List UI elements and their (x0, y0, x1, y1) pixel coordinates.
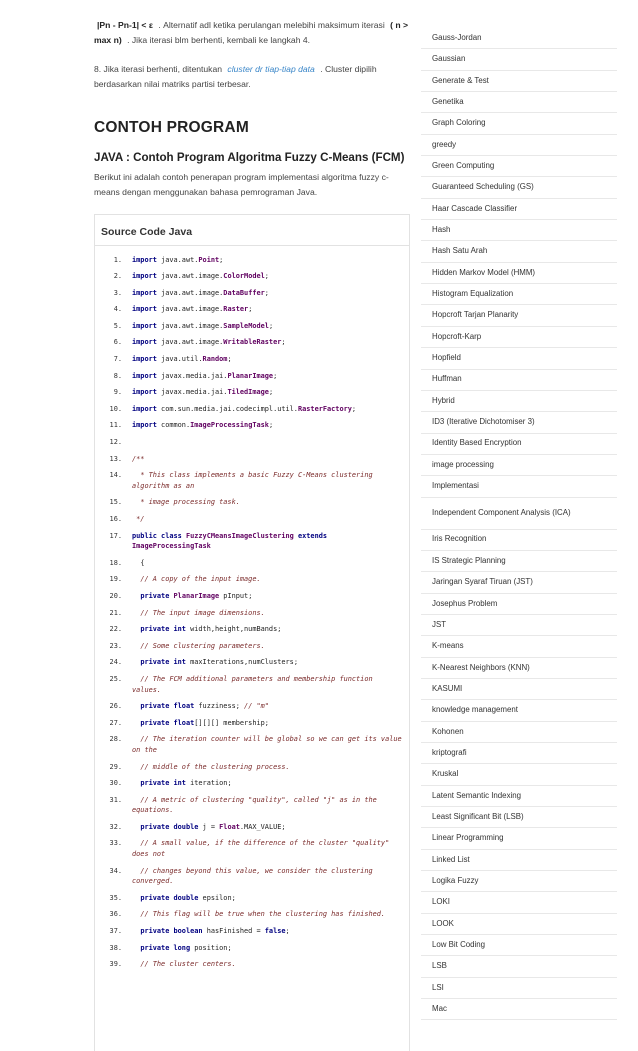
line-number: 29. (109, 762, 122, 771)
code-text: private int width,height,numBands; (140, 625, 282, 634)
paragraph-text: . Alternatif adl ketika perulangan melebihi maksimum iterasi (158, 20, 385, 30)
code-comment: // A small value, if the difference of the cluster "quality" does not (132, 839, 394, 859)
sidebar-category-link[interactable] (421, 498, 617, 530)
line-number: 34. (109, 866, 122, 875)
code-text: import java.awt.image.Raster; (132, 305, 253, 314)
code-comment: // This flag will be true when the clustering has finished. (140, 910, 386, 919)
sidebar-category-label: image processing (432, 459, 494, 469)
code-keyword: import (132, 355, 157, 364)
code-text (122, 454, 402, 465)
code-line (95, 571, 409, 588)
sidebar-category-link[interactable] (421, 348, 617, 369)
sidebar-category-link[interactable] (421, 49, 617, 70)
code-text: import common.ImageProcessingTask; (132, 421, 274, 430)
sidebar-category-label: Kruskal (432, 769, 459, 779)
code-line (95, 555, 409, 572)
sidebar-category-label: Identity Based Encryption (432, 438, 522, 448)
line-number: 7. (113, 355, 122, 364)
code-line (95, 467, 409, 494)
code-comment: // The input image dimensions. (140, 608, 265, 617)
sidebar-category-link[interactable] (421, 978, 617, 999)
code-text (122, 470, 402, 491)
code-text: import java.awt.image.SampleModel; (132, 321, 274, 330)
sidebar-category-label: Hopcroft-Karp (432, 331, 482, 341)
sidebar-category-label: greedy (432, 139, 457, 149)
sidebar-category-label: Latent Semantic Indexing (432, 790, 522, 800)
code-keyword: false (264, 927, 286, 936)
sidebar-category-label: Logika Fuzzy (432, 875, 479, 885)
code-text: private int maxIterations,numClusters; (140, 658, 298, 667)
code-text (122, 674, 402, 695)
line-number: 22. (109, 625, 122, 634)
sidebar-category-link[interactable] (421, 722, 617, 743)
code-keyword: import (132, 272, 157, 281)
sidebar-category-label: Jaringan Syaraf Tiruan (JST) (432, 577, 533, 587)
code-type: Point (198, 255, 220, 264)
code-comment: // A copy of the input image. (140, 575, 261, 584)
code-text: import javax.media.jai.PlanarImage; (132, 371, 278, 380)
sidebar-category-link[interactable] (421, 220, 617, 241)
code-keyword: import (132, 288, 157, 297)
code-text (122, 608, 402, 619)
sidebar-category-label: Least Significant Bit (LSB) (432, 811, 524, 821)
sidebar-category-link[interactable] (421, 871, 617, 892)
line-number: 26. (109, 702, 122, 711)
code-keyword: import (132, 421, 157, 430)
code-comment: /** (132, 454, 145, 463)
code-comment: // The iteration counter will be global so we can get its value on the (132, 735, 406, 754)
sidebar-category-label: Hybrid (432, 395, 455, 405)
sidebar-category-link[interactable] (421, 71, 617, 92)
line-number: 1. (113, 255, 122, 264)
line-number: 4. (113, 305, 122, 314)
code-text (122, 866, 402, 887)
sidebar-category-label: kriptografi (432, 747, 467, 757)
code-line (95, 417, 409, 434)
code-line (95, 434, 409, 451)
sidebar-category-label: LSB (432, 961, 447, 971)
code-line (95, 451, 409, 468)
code-type: WritableRaster (223, 338, 282, 347)
code-keyword: private float (140, 702, 195, 711)
line-number: 15. (109, 498, 122, 507)
code-line (95, 351, 409, 368)
sidebar-category-link[interactable] (421, 327, 617, 348)
line-number: 16. (109, 515, 122, 523)
line-number: 11. (109, 421, 122, 430)
line-number: 2. (113, 272, 122, 281)
sidebar-category-list (421, 28, 617, 1020)
code-line (95, 401, 409, 418)
line-number: 30. (109, 779, 122, 788)
code-text (122, 734, 406, 755)
cluster-link[interactable]: cluster dr tiap-tiap data (227, 64, 315, 74)
sidebar-category-label: Implementasi (432, 481, 479, 491)
line-number: 25. (109, 674, 122, 683)
code-line (95, 792, 409, 819)
sidebar-category-label: Low Bit Coding (432, 940, 486, 950)
sidebar-category-link[interactable] (421, 551, 617, 572)
code-line (95, 863, 409, 890)
formula-max-iter: ( n > max n) (94, 20, 409, 45)
sidebar-category-label: LOKI (432, 897, 450, 907)
sidebar-category-label: Graph Coloring (432, 118, 486, 128)
code-line (95, 759, 409, 776)
code-line (95, 318, 409, 335)
code-keyword: private long (140, 943, 191, 952)
code-text (122, 795, 402, 816)
line-number: 23. (109, 641, 122, 650)
sidebar-category-link[interactable] (421, 92, 617, 113)
sidebar-category-link[interactable] (421, 658, 617, 679)
code-listing (95, 246, 409, 973)
code-text (122, 959, 402, 970)
code-line (95, 731, 409, 758)
line-number: 39. (109, 960, 122, 969)
code-keyword: private (140, 591, 170, 600)
code-text: private double epsilon; (140, 893, 236, 902)
code-text: private float[][][] membership; (140, 718, 269, 727)
code-type: FuzzyCMeansImageClustering (185, 531, 294, 540)
code-comment: // middle of the clustering process. (140, 762, 290, 771)
sidebar-category-link[interactable] (421, 135, 617, 156)
code-type: ImageProcessingTask (132, 542, 211, 551)
code-keyword: extends (297, 531, 328, 540)
sidebar-category-label: Iris Recognition (432, 534, 487, 544)
code-line (95, 368, 409, 385)
code-keyword: private double (140, 822, 199, 831)
sidebar-category-link[interactable] (421, 700, 617, 721)
line-number: 3. (113, 288, 122, 297)
line-number: 6. (113, 338, 122, 347)
code-line (95, 923, 409, 940)
code-line (95, 835, 409, 862)
code-line (95, 528, 409, 555)
sidebar-category-link[interactable] (421, 28, 617, 49)
code-type: PlanarImage (173, 591, 220, 600)
code-line (95, 819, 409, 836)
sidebar-category-link[interactable] (421, 156, 617, 177)
sidebar-category-label: Genetika (432, 96, 464, 106)
code-text (122, 838, 402, 859)
sidebar-category-link[interactable] (421, 476, 617, 497)
line-number: 13. (109, 454, 122, 463)
code-text: import javax.media.jai.TiledImage; (132, 388, 274, 397)
code-type: ColorModel (223, 272, 265, 281)
sidebar-category-link[interactable] (421, 828, 617, 849)
code-line (95, 940, 409, 957)
code-comment: // changes beyond this value, we consider the clustering converged. (132, 866, 377, 886)
paragraph-convergence (94, 18, 410, 48)
code-line (95, 890, 409, 907)
sidebar-category-link[interactable] (421, 530, 617, 551)
sidebar-category-label: Generate & Test (432, 75, 489, 85)
sidebar-category-label: KASUMI (432, 683, 463, 693)
code-type: Float (219, 822, 240, 831)
code-text: import java.util.Random; (132, 355, 232, 364)
code-type: ImageProcessingTask (190, 421, 269, 430)
code-line (95, 268, 409, 285)
sidebar-category-link[interactable] (421, 999, 617, 1020)
section-subheading: JAVA : Contoh Program Algoritma Fuzzy C-Means (FCM) (94, 151, 405, 164)
sidebar-category-link[interactable] (421, 434, 617, 455)
code-line (95, 671, 409, 698)
line-number: 37. (109, 927, 122, 936)
code-line (95, 906, 409, 923)
sidebar-category-link[interactable] (421, 956, 617, 977)
formula-epsilon: |Pn - Pn-1| < ε (97, 20, 153, 30)
code-type: RasterFactory (297, 404, 352, 413)
sidebar-category-label: Histogram Equalization (432, 289, 514, 299)
code-text (122, 909, 402, 920)
paragraph-step8 (94, 62, 410, 92)
line-number: 18. (109, 558, 122, 567)
sidebar-category-label: Haar Cascade Classifier (432, 203, 518, 213)
code-keyword: private double (140, 893, 199, 902)
intro-paragraph: Berikut ini adalah contoh penerapan program implementasi algoritma fuzzy c-means dengan menggunakan bahasa pemrograman Java. (94, 171, 389, 197)
code-line (95, 715, 409, 732)
line-number: 20. (109, 591, 122, 600)
code-keyword: private boolean (140, 927, 203, 936)
code-keyword: import (132, 338, 157, 347)
code-text (122, 574, 402, 585)
line-number: 36. (109, 910, 122, 919)
sidebar-category-link[interactable] (421, 850, 617, 871)
code-type: Random (202, 355, 228, 364)
code-line (95, 638, 409, 655)
sidebar-category-link[interactable] (421, 391, 617, 412)
paragraph-text: . Cluster dipilih berdasarkan nilai matriks partisi terbesar. (94, 64, 377, 89)
section-heading: CONTOH PROGRAM (94, 119, 249, 136)
code-text (122, 762, 402, 773)
code-comment: * image processing task. (132, 498, 240, 507)
code-text: private double j = Float.MAX_VALUE; (140, 822, 286, 831)
code-keyword: public class (132, 531, 182, 540)
code-line (95, 384, 409, 401)
code-text: private float fuzziness; // "m" (140, 702, 269, 711)
sidebar-category-link[interactable] (421, 572, 617, 593)
code-comment: * This class implements a basic Fuzzy C-Means clustering algorithm as an (132, 471, 377, 490)
sidebar-category-link[interactable] (421, 764, 617, 785)
code-comment: */ (132, 515, 145, 523)
code-keyword: private int (140, 658, 186, 667)
sidebar-category-label: LSI (432, 982, 444, 992)
sidebar-category-link[interactable] (421, 935, 617, 956)
code-type: SampleModel (223, 321, 269, 330)
sidebar-category-link[interactable] (421, 412, 617, 433)
sidebar-category-link[interactable] (421, 807, 617, 828)
code-keyword: import (132, 321, 157, 330)
code-keyword: private float (140, 718, 195, 727)
code-text (122, 497, 402, 508)
line-number: 9. (113, 388, 122, 397)
sidebar-category-link[interactable] (421, 594, 617, 615)
line-number: 8. (113, 371, 122, 380)
line-number: 14. (109, 471, 122, 480)
code-type: DataBuffer (223, 288, 265, 297)
line-number: 19. (109, 575, 122, 584)
paragraph-text: . Jika iterasi blm berhenti, kembali ke langkah 4. (127, 35, 311, 45)
code-type: TiledImage (227, 388, 269, 397)
sidebar-category-label: Guaranteed Scheduling (GS) (432, 182, 534, 192)
sidebar-category-link[interactable] (421, 786, 617, 807)
sidebar-category-label: Mac (432, 1004, 447, 1014)
code-text (122, 514, 402, 525)
line-number: 21. (109, 608, 122, 617)
sidebar-category-link[interactable] (421, 636, 617, 657)
sidebar-category-label: LOOK (432, 918, 454, 928)
line-number: 17. (109, 531, 122, 540)
sidebar-category-label: K-Nearest Neighbors (KNN) (432, 662, 530, 672)
code-line (95, 252, 409, 269)
code-text: { (132, 558, 145, 567)
code-line (95, 775, 409, 792)
code-line (95, 698, 409, 715)
code-line (95, 301, 409, 318)
line-number: 33. (109, 839, 122, 848)
sidebar-category-label: Green Computing (432, 160, 495, 170)
sidebar-category-link[interactable] (421, 305, 617, 326)
line-number: 10. (109, 404, 122, 413)
code-text: import java.awt.image.WritableRaster; (132, 338, 286, 347)
sidebar-category-label: Kohonen (432, 726, 464, 736)
code-line (95, 621, 409, 638)
code-keyword: import (132, 255, 157, 264)
source-code-box (94, 214, 410, 1051)
code-text: private PlanarImage pInput; (140, 591, 253, 600)
code-line (95, 511, 409, 528)
sidebar-category-label: Linear Programming (432, 833, 504, 843)
sidebar-category-link[interactable] (421, 679, 617, 700)
code-text: import java.awt.image.ColorModel; (132, 272, 269, 281)
sidebar-category-label: Josephus Problem (432, 598, 498, 608)
code-keyword: private int (140, 779, 186, 788)
article-content (94, 18, 410, 1051)
line-number: 24. (109, 658, 122, 667)
line-number: 35. (109, 893, 122, 902)
sidebar-category-link[interactable] (421, 113, 617, 134)
code-line (95, 334, 409, 351)
code-line (95, 588, 409, 605)
code-text: import com.sun.media.jai.codecimpl.util.RasterFactory; (132, 404, 357, 413)
code-comment: // A metric of clustering "quality", called "j" as in the equations. (132, 795, 381, 815)
line-number: 28. (109, 735, 122, 744)
sidebar-category-label: IS Strategic Planning (432, 555, 506, 565)
code-keyword: import (132, 404, 157, 413)
sidebar-category-label: Hidden Markov Model (HMM) (432, 267, 536, 277)
sidebar-category-label: Independent Component Analysis (ICA) (432, 507, 571, 517)
code-type: PlanarImage (227, 371, 274, 380)
sidebar-category-link[interactable] (421, 743, 617, 764)
code-text: import java.awt.image.DataBuffer; (132, 288, 269, 297)
sidebar-category-label: JST (432, 619, 447, 629)
sidebar-category-label: Gauss-Jordan (432, 32, 482, 42)
sidebar-category-label: knowledge management (432, 705, 518, 715)
sidebar-category-label: Hopfield (432, 353, 461, 363)
code-text: import java.awt.Point; (132, 255, 224, 264)
code-comment: // Some clustering parameters. (140, 641, 265, 650)
code-line (95, 956, 409, 973)
line-number: 38. (109, 943, 122, 952)
code-line (95, 654, 409, 671)
code-box-title: Source Code Java (95, 215, 409, 246)
sidebar-category-link[interactable] (421, 284, 617, 305)
code-text (122, 531, 402, 552)
code-text: private boolean hasFinished = false; (140, 927, 290, 936)
sidebar-category-link[interactable] (421, 914, 617, 935)
sidebar-category-link[interactable] (421, 199, 617, 220)
code-line (95, 605, 409, 622)
sidebar-category-label: Hash (432, 225, 451, 235)
sidebar-category-link[interactable] (421, 263, 617, 284)
sidebar-category-link[interactable] (421, 370, 617, 391)
line-number: 12. (109, 438, 122, 447)
code-type: Raster (223, 305, 249, 314)
code-comment: // "m" (244, 702, 269, 711)
paragraph-text: 8. Jika iterasi berhenti, ditentukan (94, 64, 223, 74)
line-number: 31. (109, 795, 122, 804)
code-comment: // The cluster centers. (140, 960, 236, 969)
sidebar-category-label: Linked List (432, 854, 470, 864)
sidebar-category-label: Hopcroft Tarjan Planarity (432, 310, 519, 320)
sidebar-category-label: Hash Satu Arah (432, 246, 488, 256)
code-line (95, 285, 409, 302)
line-number: 32. (109, 822, 122, 831)
code-comment: // The FCM additional parameters and membership function values. (132, 674, 377, 694)
sidebar-category-link[interactable] (421, 177, 617, 198)
sidebar-category-link[interactable] (421, 241, 617, 262)
code-text: private int iteration; (140, 779, 232, 788)
line-number: 27. (109, 718, 122, 727)
code-keyword: private int (140, 625, 186, 634)
line-number: 5. (113, 321, 122, 330)
sidebar-category-label: ID3 (Iterative Dichotomiser 3) (432, 417, 535, 427)
sidebar-category-link[interactable] (421, 615, 617, 636)
code-keyword: import (132, 388, 157, 397)
code-text: private long position; (140, 943, 232, 952)
sidebar-category-label: Gaussian (432, 54, 466, 64)
sidebar-category-link[interactable] (421, 892, 617, 913)
code-text (122, 641, 402, 652)
sidebar-category-label: Huffman (432, 374, 462, 384)
sidebar-category-link[interactable] (421, 455, 617, 476)
sidebar-category-label: K-means (432, 641, 464, 651)
code-keyword: import (132, 305, 157, 314)
code-line (95, 494, 409, 511)
code-keyword: import (132, 371, 157, 380)
